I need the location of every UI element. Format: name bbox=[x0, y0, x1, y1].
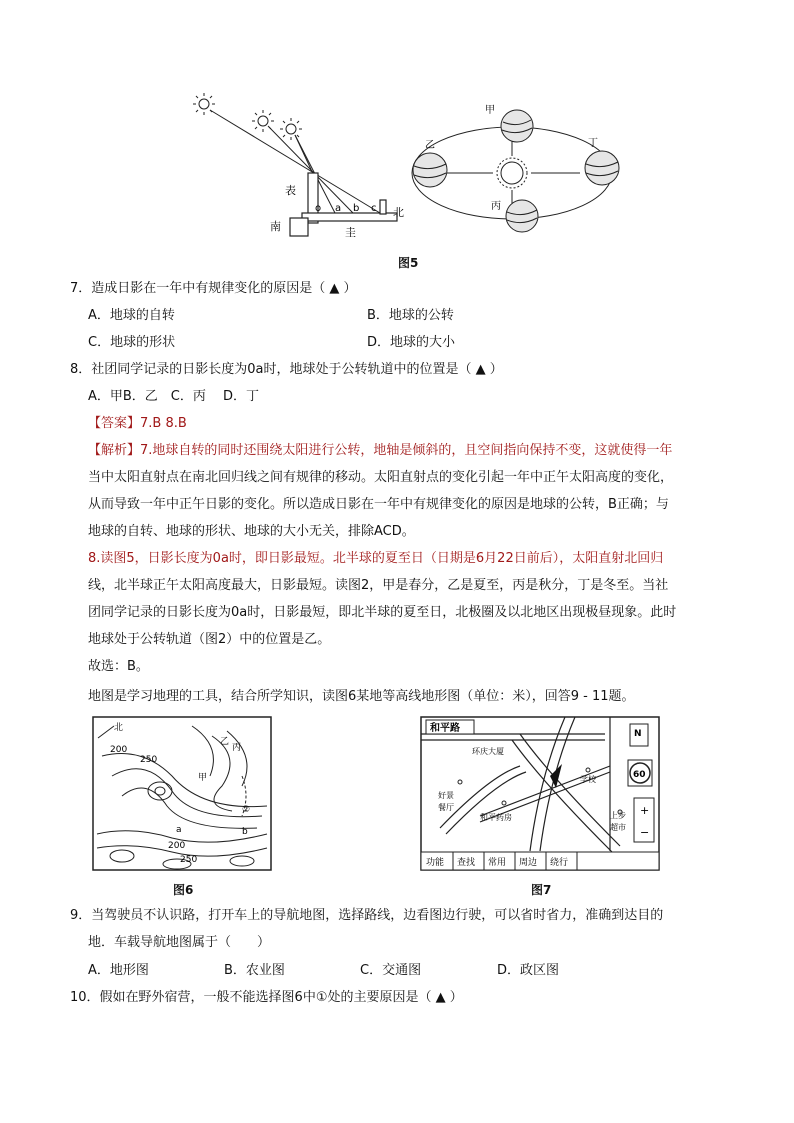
orbit-ding-label: 丁 bbox=[588, 138, 598, 149]
speed-limit-label: 60 bbox=[633, 770, 646, 780]
question-7-stem: 7．造成日影在一年中有规律变化的原因是（ ▲ ） bbox=[70, 281, 357, 296]
point-label: ② bbox=[242, 805, 251, 815]
question-7-option-d: D．地球的大小 bbox=[367, 335, 456, 350]
toolbar-common-button[interactable]: 常用 bbox=[488, 858, 507, 868]
figure6-contour-map bbox=[92, 716, 272, 871]
point-label: b bbox=[242, 827, 248, 837]
orbit-jia-label: 甲 bbox=[485, 105, 495, 116]
earth-bing bbox=[506, 200, 538, 232]
figure5-orbit-diagram bbox=[405, 98, 630, 240]
contour-label: 200 bbox=[168, 841, 186, 851]
question-9-option-d: D．政区图 bbox=[497, 963, 560, 978]
answer-text: 7.B 8.B bbox=[140, 416, 187, 431]
place-label: 环庆大厦 bbox=[472, 747, 504, 756]
place-label: 好景 bbox=[438, 791, 454, 800]
question-9-stem-line-1: 9．当驾驶员不认识路，打开车上的导航地图，选择路线，边看图边行驶，可以省时省力，准确到达目的 bbox=[70, 908, 664, 923]
question-10-stem: 10．假如在野外宿营，一般不能选择图6中①处的主要原因是（ ▲ ） bbox=[70, 990, 463, 1005]
orbit-bing-label: 丙 bbox=[491, 201, 501, 212]
gnomon-south-label: 南 bbox=[270, 220, 281, 233]
point-label: a bbox=[176, 825, 182, 835]
question-7-option-a: A．地球的自转 bbox=[88, 308, 175, 323]
gnomon-a-label: a bbox=[335, 203, 342, 214]
analysis-label: 【解析】 bbox=[88, 443, 141, 458]
place-label: 和平药房 bbox=[480, 813, 512, 822]
question-9-option-b: B．农业图 bbox=[224, 963, 285, 978]
gnomon-o-label: o bbox=[315, 203, 322, 214]
question-9-stem-line-2: 地．车载导航地图属于（ ） bbox=[88, 935, 271, 950]
figure5-caption: 图5 bbox=[398, 256, 419, 270]
question-8-options: A．甲B．乙 C．丙 D．丁 bbox=[88, 389, 260, 404]
gnomon-post-label: 表 bbox=[285, 184, 296, 197]
place-label: 超市 bbox=[610, 823, 626, 832]
analysis-line-2: 当中太阳直射点在南北回归线之间有规律的移动。太阳直射点的变化引起一年中正午太阳高度的变化， bbox=[88, 470, 674, 485]
analysis-line-7: 团同学记录的日影长度为0a时，日影最短，即北半球的夏至日，北极圈及以北地区出现极昼现象。此时 bbox=[88, 605, 677, 620]
toolbar-function-button[interactable]: 功能 bbox=[426, 858, 445, 868]
earth-jia bbox=[501, 110, 533, 142]
place-label: 乙 bbox=[220, 737, 230, 747]
zoom-in-button[interactable]: + bbox=[640, 804, 650, 817]
gnomon-b-label: b bbox=[353, 203, 360, 214]
analysis-line-1 bbox=[88, 441, 672, 461]
sun-icon bbox=[280, 118, 302, 140]
analysis-line-6: 线，北半球正午太阳高度最大，日影最短。读图2，甲是春分，乙是夏至，丙是秋分，丁是冬至。当社 bbox=[88, 578, 669, 593]
figure5-gnomon-diagram bbox=[190, 88, 415, 238]
answer-label: 【答案】 bbox=[88, 416, 141, 431]
contour-label: 200 bbox=[110, 745, 128, 755]
place-label: 甲 bbox=[198, 773, 208, 783]
orbit-yi-label: 乙 bbox=[425, 140, 435, 151]
analysis-line-8: 地球处于公转轨道（图2）中的位置是乙。 bbox=[88, 632, 331, 647]
question-9-option-c: C．交通图 bbox=[360, 963, 422, 978]
question-8-stem: 8．社团同学记录的日影长度为0a时，地球处于公转轨道中的位置是（ ▲ ） bbox=[70, 362, 503, 377]
zoom-out-button[interactable]: − bbox=[640, 826, 650, 839]
gnomon-north-label: 北 bbox=[393, 206, 404, 219]
place-label: 学校 bbox=[580, 775, 596, 784]
earth-ding bbox=[585, 151, 619, 185]
toolbar-detour-button[interactable]: 绕行 bbox=[550, 858, 569, 868]
place-label: 餐厅 bbox=[438, 803, 454, 812]
figure7-caption: 图7 bbox=[531, 883, 552, 897]
sun-icon bbox=[497, 158, 527, 188]
question-9-option-a: A．地形图 bbox=[88, 963, 149, 978]
gnomon-c-label: c bbox=[371, 203, 377, 214]
figure6-north-label: 北 bbox=[114, 723, 124, 733]
intro-text: 地图是学习地理的工具，结合所学知识，读图6某地等高线地形图（单位：米），回答9 - 11题。 bbox=[88, 689, 635, 704]
analysis-line-5: 8.读图5，日影长度为0a时，即日影最短。北半球的夏至日（日期是6月22日前后），太阳直射北回归 bbox=[88, 551, 664, 566]
analysis-line-3: 从而导致一年中正午日影的变化。所以造成日影在一年中有规律变化的原因是地球的公转，B正确；与 bbox=[88, 497, 669, 512]
contour-label: 250 bbox=[180, 855, 198, 865]
place-label: 丙 bbox=[232, 743, 242, 753]
road-label: 和平路 bbox=[430, 723, 460, 734]
figure6-caption: 图6 bbox=[173, 883, 194, 897]
analysis-text: 7.地球自转的同时还围绕太阳进行公转，地轴是倾斜的，且空间指向保持不变，这就使得一年 bbox=[140, 443, 673, 458]
toolbar-search-button[interactable]: 查找 bbox=[457, 858, 476, 868]
earth-yi bbox=[413, 153, 447, 187]
question-7-option-c: C．地球的形状 bbox=[88, 335, 176, 350]
question-7-option-b: B．地球的公转 bbox=[367, 308, 454, 323]
north-label: N bbox=[634, 729, 642, 739]
toolbar-nearby-button[interactable]: 周边 bbox=[519, 858, 538, 868]
gnomon-scale-label: 圭 bbox=[345, 226, 356, 238]
analysis-line-4: 地球的自转、地球的形状、地球的大小无关，排除ACD。 bbox=[88, 524, 415, 539]
answer-block bbox=[88, 414, 187, 434]
sun-icon bbox=[193, 93, 215, 115]
analysis-choice: 故选：B。 bbox=[88, 659, 149, 674]
figure7-navigation-map bbox=[420, 716, 660, 871]
contour-label: 250 bbox=[140, 755, 158, 765]
place-label: 上步 bbox=[610, 811, 626, 820]
